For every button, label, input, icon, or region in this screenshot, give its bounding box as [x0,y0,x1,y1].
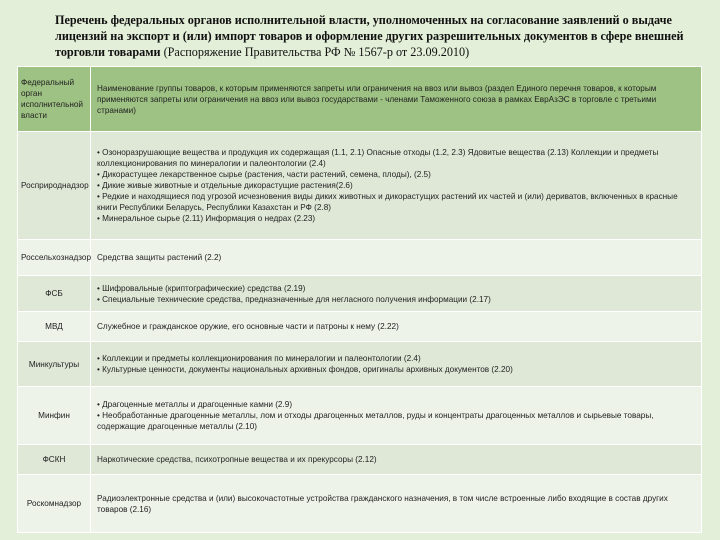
table-row [18,475,702,533]
title-reference: (Распоряжение Правительства РФ № 1567-р от 23.09.2010) [160,45,470,59]
row-org: Россельхознадзор [18,240,91,276]
goods-line: • Озоноразрушающие вещества и продукция их содержащая (1.1, 2.1) Опасные отходы (1.2, 2.3) Ядовитые вещества (2.13) Коллекции и предметы коллекционирования по минералогии и палеонтологии (2.4) [97,148,659,168]
table-row [18,342,702,387]
page-title [55,12,695,60]
table-row [18,240,702,276]
goods-line: Наркотические средства, психотропные вещества и их прекурсоры (2.12) [97,455,377,464]
row-goods [91,387,702,445]
row-org: Роскомнадзор [18,475,91,533]
goods-line: Средства защиты растений (2.2) [97,253,222,262]
header-goods: Наименование группы товаров, к которым применяются запреты или ограничения на ввоз или вывоз (раздел Единого перечня товаров, к которым применяются запреты или ограничения на ввоз или вывоз государствами - членами Таможенного союза в рамках ЕврАзЭС в торговле с третьими странами) [91,67,702,132]
row-org: Росприроднадзор [18,132,91,240]
row-goods [91,132,702,240]
goods-line: Служебное и гражданское оружие, его основные части и патроны к нему (2.22) [97,322,399,331]
header-row [18,67,702,132]
goods-line: • Шифровальные (криптографические) средства (2.19) [97,283,306,293]
table-row [18,387,702,445]
table-row [18,312,702,342]
row-org: Минкультуры [18,342,91,387]
goods-line: • Дикорастущее лекарственное сырье (растения, части растений, семена, плоды), (2.5) [97,170,431,179]
row-org: Минфин [18,387,91,445]
goods-line: • Минеральное сырье (2.11) Информация о недрах (2.23) [97,214,316,223]
header-org: Федеральный орган исполнительной власти [18,67,91,132]
row-org: МВД [18,312,91,342]
goods-line: Радиоэлектронные средства и (или) высокочастотные устройства гражданского назначения, в том числе встроенные либо входящие в состав других товаров (2.16) [97,493,668,514]
goods-line: • Культурные ценности, документы национальных архивных фондов, оригиналы архивных документов (2.20) [97,365,513,374]
title-bold: Перечень федеральных органов исполнительной власти, уполномоченных на согласование заявлений о выдаче лицензий на экспорт и (или) импорт товаров и оформление других разрешительных документов в сфере внешней торговли товарами [55,13,684,59]
table-row [18,445,702,475]
row-goods [91,240,702,276]
row-goods [91,342,702,387]
table-row [18,276,702,312]
agencies-table [17,66,702,533]
row-goods [91,276,702,312]
row-goods [91,475,702,533]
row-goods [91,312,702,342]
row-org: ФСКН [18,445,91,475]
goods-line: • Специальные технические средства, предназначенные для негласного получения информации (2.17) [97,294,491,304]
row-org: ФСБ [18,276,91,312]
goods-line: • Коллекции и предметы коллекционирования по минералогии и палеонтологии (2.4) [97,354,421,363]
table-row [18,132,702,240]
goods-line: • Необработанные драгоценные металлы, лом и отходы драгоценных металлов, руды и концентраты драгоценных металлов и сырьевые товары, содержащие драгоценные металлы (2.10) [97,411,654,431]
goods-line: • Дикие живые животные и отдельные дикорастущие растения(2.6) [97,181,353,190]
goods-line: • Драгоценные металлы и драгоценные камни (2.9) [97,400,293,409]
goods-line: • Редкие и находящиеся под угрозой исчезновения виды диких животных и дикорастущих растений их частей и (или) дериватов, включенных в красные книги Республики Беларусь, Республики Казахстан и РФ (2.8) [97,192,678,212]
row-goods [91,445,702,475]
